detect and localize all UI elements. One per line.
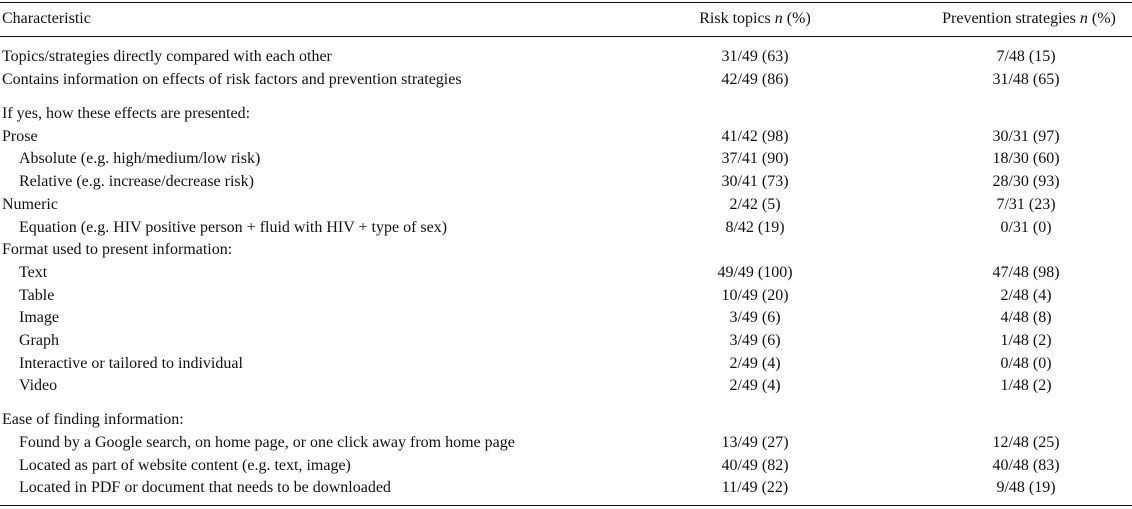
row-risk-value: 30/41 (73) xyxy=(721,173,789,190)
row-prevention-value: 9/48 (19) xyxy=(996,479,1056,496)
table-row xyxy=(0,261,1132,284)
row-risk-value: 31/49 (63) xyxy=(721,48,789,65)
table-row xyxy=(0,45,1132,68)
row-risk-value: 3/49 (6) xyxy=(729,332,781,349)
table-row xyxy=(0,193,1132,216)
row-label: Equation (e.g. HIV positive person + fluid with HIV + type of sex) xyxy=(19,219,448,236)
row-prevention-value: 1/48 (2) xyxy=(1000,377,1052,394)
row-label: Absolute (e.g. high/medium/low risk) xyxy=(19,150,261,167)
section-heading: If yes, how these effects are presented: xyxy=(2,105,251,122)
row-prevention-value: 47/48 (98) xyxy=(992,264,1060,281)
section-heading-row xyxy=(0,102,1132,125)
table-row xyxy=(0,147,1132,170)
table-bottom-rule xyxy=(0,505,1132,506)
table-row xyxy=(0,352,1132,375)
row-risk-value: 2/49 (4) xyxy=(729,377,781,394)
row-prevention-value: 7/48 (15) xyxy=(996,48,1056,65)
table-header-rule xyxy=(0,36,1132,37)
row-label: Interactive or tailored to individual xyxy=(19,355,243,372)
header-prevention-strategies: Prevention strategies n (%) xyxy=(942,10,1116,27)
table-row xyxy=(0,374,1132,397)
table-row xyxy=(0,329,1132,352)
row-prevention-value: 18/30 (60) xyxy=(992,150,1060,167)
row-prevention-value: 0/31 (0) xyxy=(1000,219,1052,236)
row-prevention-value: 30/31 (97) xyxy=(992,128,1060,145)
row-prevention-value: 28/30 (93) xyxy=(992,173,1060,190)
row-prevention-value: 2/48 (4) xyxy=(1000,287,1052,304)
row-prevention-value: 40/48 (83) xyxy=(992,457,1060,474)
row-risk-value: 49/49 (100) xyxy=(717,264,793,281)
row-label: Topics/strategies directly compared with each other xyxy=(2,48,332,65)
section-heading-row xyxy=(0,238,1132,261)
row-risk-value: 11/49 (22) xyxy=(721,479,789,496)
row-label: Text xyxy=(19,264,48,281)
table-header-row xyxy=(0,7,1132,30)
header-risk-topics: Risk topics n (%) xyxy=(699,10,811,27)
row-label: Prose xyxy=(2,128,38,145)
table-row xyxy=(0,216,1132,239)
header-characteristic: Characteristic xyxy=(2,10,91,27)
row-prevention-value: 12/48 (25) xyxy=(992,434,1060,451)
row-prevention-value: 4/48 (8) xyxy=(1000,309,1052,326)
row-risk-value: 8/42 (19) xyxy=(725,219,785,236)
row-risk-value: 2/42 (5) xyxy=(729,196,781,213)
table-row xyxy=(0,170,1132,193)
row-label: Contains information on effects of risk factors and prevention strategies xyxy=(2,71,462,88)
row-risk-value: 40/49 (82) xyxy=(721,457,789,474)
table-row xyxy=(0,125,1132,148)
row-label: Located in PDF or document that needs to be downloaded xyxy=(19,479,391,496)
table-row xyxy=(0,306,1132,329)
row-risk-value: 2/49 (4) xyxy=(729,355,781,372)
table-row xyxy=(0,431,1132,454)
table-row xyxy=(0,476,1132,499)
row-risk-value: 41/42 (98) xyxy=(721,128,789,145)
row-risk-value: 10/49 (20) xyxy=(721,287,789,304)
row-label: Graph xyxy=(19,332,59,349)
row-label: Located as part of website content (e.g. text, image) xyxy=(19,457,351,474)
row-label: Found by a Google search, on home page, or one click away from home page xyxy=(19,434,515,451)
row-risk-value: 42/49 (86) xyxy=(721,71,789,88)
table-top-rule xyxy=(0,2,1132,3)
row-prevention-value: 7/31 (23) xyxy=(996,196,1056,213)
row-prevention-value: 1/48 (2) xyxy=(1000,332,1052,349)
row-prevention-value: 31/48 (65) xyxy=(992,71,1060,88)
row-risk-value: 3/49 (6) xyxy=(729,309,781,326)
row-risk-value: 13/49 (27) xyxy=(721,434,789,451)
row-label: Image xyxy=(19,309,59,326)
section-heading: Ease of finding information: xyxy=(2,411,184,428)
row-label: Relative (e.g. increase/decrease risk) xyxy=(19,173,254,190)
section-heading: Format used to present information: xyxy=(2,241,233,258)
row-label: Numeric xyxy=(2,196,58,213)
row-risk-value: 37/41 (90) xyxy=(721,150,789,167)
table-row xyxy=(0,284,1132,307)
row-label: Table xyxy=(19,287,55,304)
row-prevention-value: 0/48 (0) xyxy=(1000,355,1052,372)
table-row xyxy=(0,454,1132,477)
row-label: Video xyxy=(19,377,58,394)
section-heading-row xyxy=(0,408,1132,431)
table-row xyxy=(0,68,1132,91)
